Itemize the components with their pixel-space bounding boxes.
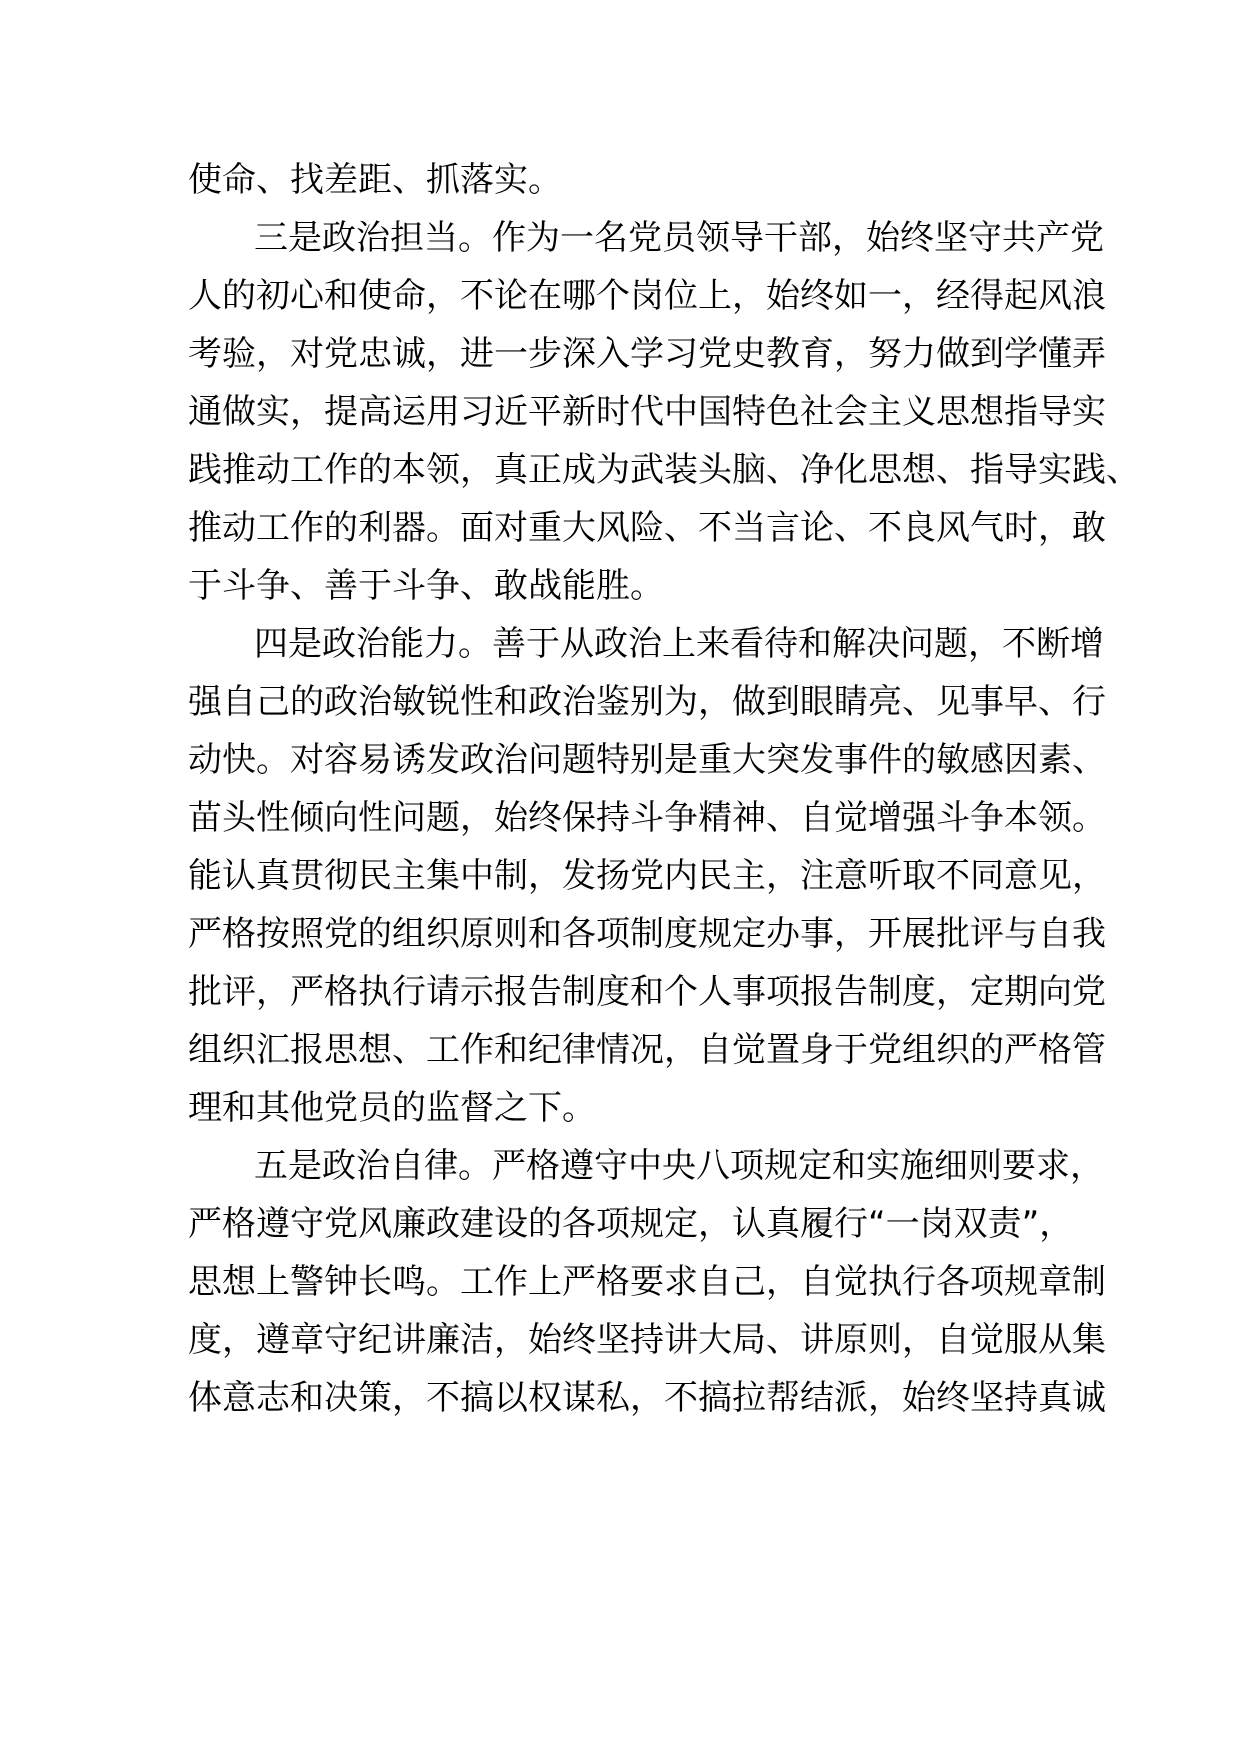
text-line: 度，遵章守纪讲廉洁，始终坚持讲大局、讲原则，自觉服从集 [188, 1320, 1106, 1360]
text-line: 推动工作的利器。面对重大风险、不当言论、不良风气时，敢 [188, 508, 1106, 548]
text-line: 动快。对容易诱发政治问题特别是重大突发事件的敏感因素、 [188, 740, 1106, 780]
text-line: 严格遵守党风廉政建设的各项规定，认真履行“一岗双责”， [188, 1204, 1074, 1244]
text-line: 强自己的政治敏锐性和政治鉴别为，做到眼睛亮、见事早、行 [188, 682, 1106, 722]
text-line: 苗头性倾向性问题，始终保持斗争精神、自觉增强斗争本领。 [188, 798, 1106, 838]
text-line: 通做实，提高运用习近平新时代中国特色社会主义思想指导实 [188, 392, 1106, 432]
text-line: 使命、找差距、抓落实。 [188, 160, 562, 200]
text-line: 体意志和决策，不搞以权谋私，不搞拉帮结派，始终坚持真诚 [188, 1378, 1106, 1418]
text-line: 践推动工作的本领，真正成为武装头脑、净化思想、指导实践、 [188, 450, 1140, 490]
text-line: 于斗争、善于斗争、敢战能胜。 [188, 566, 664, 606]
text-line: 人的初心和使命，不论在哪个岗位上，始终如一，经得起风浪 [188, 276, 1106, 316]
text-line: 组织汇报思想、工作和纪律情况，自觉置身于党组织的严格管 [188, 1030, 1106, 1070]
text-line: 批评，严格执行请示报告制度和个人事项报告制度，定期向党 [188, 972, 1106, 1012]
text-line: 能认真贯彻民主集中制，发扬党内民主，注意听取不同意见， [188, 856, 1106, 896]
paragraph-first-line: 四是政治能力。善于从政治上来看待和解决问题，不断增 [254, 624, 1104, 664]
text-line: 理和其他党员的监督之下。 [188, 1088, 596, 1128]
text-line: 考验，对党忠诚，进一步深入学习党史教育，努力做到学懂弄 [188, 334, 1106, 374]
text-line: 严格按照党的组织原则和各项制度规定办事，开展批评与自我 [188, 914, 1106, 954]
paragraph-first-line: 五是政治自律。严格遵守中央八项规定和实施细则要求， [254, 1146, 1104, 1186]
text-line: 思想上警钟长鸣。工作上严格要求自己，自觉执行各项规章制 [188, 1262, 1106, 1302]
paragraph-first-line: 三是政治担当。作为一名党员领导干部，始终坚守共产党 [254, 218, 1104, 258]
